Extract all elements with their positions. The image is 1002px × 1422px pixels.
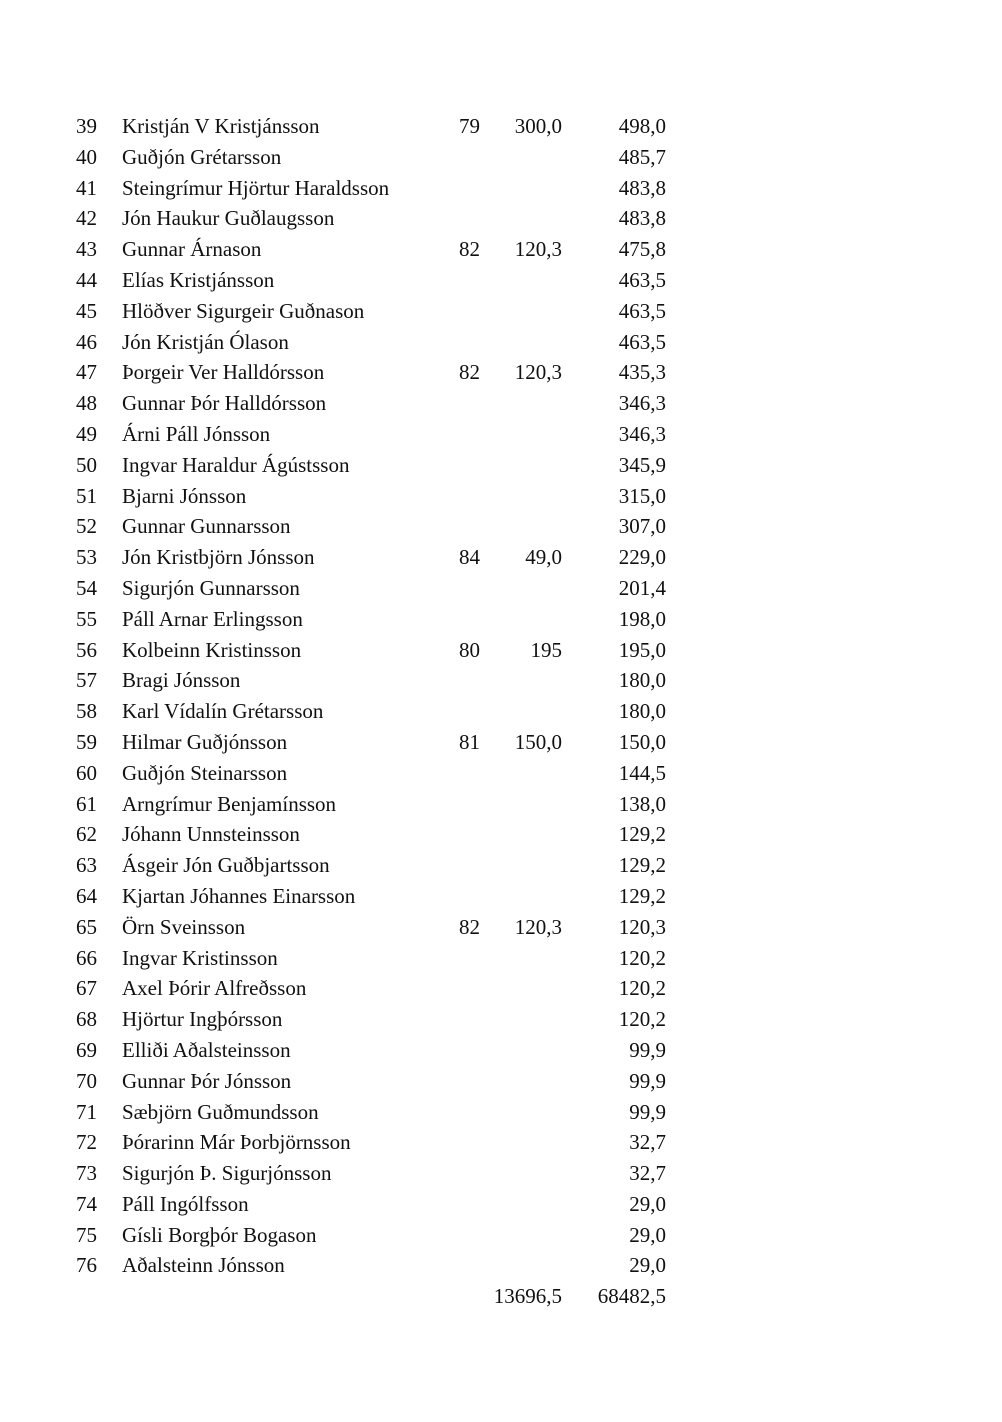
name-cell: Páll Ingólfsson (122, 1191, 249, 1216)
rank-cell: 48 (76, 391, 97, 416)
total-cell: 120,2 (618, 945, 666, 970)
total-cell: 32,7 (629, 1161, 666, 1186)
table-row (0, 973, 1002, 1004)
rank-cell: 70 (76, 1068, 97, 1093)
table-row (0, 111, 1002, 142)
rank-cell: 66 (76, 945, 97, 970)
total-cell: 29,0 (629, 1222, 666, 1247)
year-cell: 84 (459, 545, 480, 570)
table-row (0, 727, 1002, 758)
table-row (0, 819, 1002, 850)
name-cell: Ásgeir Jón Guðbjartsson (122, 853, 330, 878)
total-cell: 129,2 (618, 853, 666, 878)
total-cell: 435,3 (618, 360, 666, 385)
table-row (0, 450, 1002, 481)
total-cell: 463,5 (618, 329, 666, 354)
name-cell: Axel Þórir Alfreðsson (122, 976, 307, 1001)
total-cell: 463,5 (618, 267, 666, 292)
total-cell: 315,0 (618, 483, 666, 508)
rank-cell: 45 (76, 298, 97, 323)
name-cell: Jón Kristbjörn Jónsson (122, 545, 315, 570)
name-cell: Gísli Borgþór Bogason (122, 1222, 317, 1247)
total-cell: 498,0 (618, 114, 666, 138)
name-cell: Gunnar Gunnarsson (122, 514, 291, 539)
year-cell: 82 (459, 914, 480, 939)
table-row (0, 203, 1002, 234)
results-table (0, 111, 1002, 1312)
total-cell: 475,8 (618, 237, 666, 262)
rank-cell: 42 (76, 206, 97, 231)
table-row (0, 665, 1002, 696)
total-cell: 150,0 (618, 729, 666, 754)
name-cell: Hilmar Guðjónsson (122, 729, 288, 754)
year-cell: 82 (459, 360, 480, 385)
name-cell: Gunnar Þór Halldórsson (122, 391, 327, 416)
name-cell: Sigurjón Gunnarsson (122, 575, 300, 600)
rank-cell: 62 (76, 822, 97, 847)
rank-cell: 59 (76, 729, 97, 754)
name-cell: Aðalsteinn Jónsson (122, 1253, 285, 1278)
total-cell: 120,3 (618, 914, 666, 939)
total-cell: 307,0 (618, 514, 666, 539)
points-cell: 120,3 (514, 237, 562, 262)
rank-cell: 72 (76, 1130, 97, 1155)
name-cell: Gunnar Árnason (122, 237, 262, 262)
name-cell: Kristján V Kristjánsson (122, 114, 320, 138)
name-cell: Elías Kristjánsson (122, 267, 275, 292)
table-row (0, 881, 1002, 912)
name-cell: Jón Kristján Ólason (122, 329, 289, 354)
name-cell: Gunnar Þór Jónsson (122, 1068, 292, 1093)
rank-cell: 67 (76, 976, 97, 1001)
table-row (0, 542, 1002, 573)
rank-cell: 43 (76, 237, 97, 262)
points-cell: 49,0 (525, 545, 562, 570)
table-row (0, 604, 1002, 635)
table-row (0, 511, 1002, 542)
total-cell: 198,0 (618, 606, 666, 631)
table-row (0, 142, 1002, 173)
name-cell: Þórarinn Már Þorbjörnsson (122, 1130, 351, 1155)
total-cell: 138,0 (618, 791, 666, 816)
rank-cell: 50 (76, 452, 97, 477)
year-cell: 81 (459, 729, 480, 754)
table-row (0, 1189, 1002, 1220)
total-cell: 129,2 (618, 883, 666, 908)
name-cell: Bragi Jónsson (122, 668, 241, 693)
year-cell: 82 (459, 237, 480, 262)
total-cell: 99,9 (629, 1099, 666, 1124)
name-cell: Hlöðver Sigurgeir Guðnason (122, 298, 365, 323)
name-cell: Ingvar Haraldur Ágústsson (122, 452, 350, 477)
total-cell: 144,5 (618, 760, 666, 785)
table-row (0, 573, 1002, 604)
rank-cell: 51 (76, 483, 97, 508)
table-row (0, 1158, 1002, 1189)
name-cell: Jóhann Unnsteinsson (122, 822, 300, 847)
points-cell: 120,3 (514, 914, 562, 939)
name-cell: Hjörtur Ingþórsson (122, 1007, 283, 1032)
total-cell: 485,7 (618, 144, 666, 169)
table-row (0, 419, 1002, 450)
total-cell: 29,0 (629, 1253, 666, 1278)
rank-cell: 61 (76, 791, 97, 816)
points-sum: 13696,5 (493, 1284, 562, 1309)
rank-cell: 39 (76, 114, 97, 138)
total-cell: 32,7 (629, 1130, 666, 1155)
rank-cell: 60 (76, 760, 97, 785)
rank-cell: 55 (76, 606, 97, 631)
table-row (0, 758, 1002, 789)
total-cell: 346,3 (618, 391, 666, 416)
rank-cell: 44 (76, 267, 97, 292)
total-cell: 345,9 (618, 452, 666, 477)
rank-cell: 46 (76, 329, 97, 354)
name-cell: Guðjón Steinarsson (122, 760, 288, 785)
total-cell: 120,2 (618, 1007, 666, 1032)
table-row (0, 635, 1002, 666)
table-row (0, 388, 1002, 419)
table-row (0, 789, 1002, 820)
name-cell: Örn Sveinsson (122, 914, 246, 939)
table-row (0, 481, 1002, 512)
table-row (0, 1004, 1002, 1035)
totals-row (0, 1281, 1002, 1312)
table-row (0, 1066, 1002, 1097)
total-cell: 180,0 (618, 699, 666, 724)
total-sum: 68482,5 (597, 1284, 666, 1309)
rank-cell: 75 (76, 1222, 97, 1247)
points-cell: 195 (530, 637, 562, 662)
points-cell: 120,3 (514, 360, 562, 385)
name-cell: Þorgeir Ver Halldórsson (122, 360, 325, 385)
name-cell: Karl Vídalín Grétarsson (122, 699, 324, 724)
total-cell: 29,0 (629, 1191, 666, 1216)
name-cell: Steingrímur Hjörtur Haraldsson (122, 175, 390, 200)
total-cell: 99,9 (629, 1037, 666, 1062)
rank-cell: 40 (76, 144, 97, 169)
table-row (0, 1035, 1002, 1066)
rank-cell: 52 (76, 514, 97, 539)
rank-cell: 76 (76, 1253, 97, 1278)
rank-cell: 58 (76, 699, 97, 724)
total-cell: 229,0 (618, 545, 666, 570)
total-cell: 99,9 (629, 1068, 666, 1093)
table-row (0, 912, 1002, 943)
table-row (0, 1127, 1002, 1158)
table-row (0, 1220, 1002, 1251)
rank-cell: 71 (76, 1099, 97, 1124)
name-cell: Kolbeinn Kristinsson (122, 637, 302, 662)
total-cell: 346,3 (618, 421, 666, 446)
name-cell: Árni Páll Jónsson (122, 421, 271, 446)
name-cell: Jón Haukur Guðlaugsson (122, 206, 335, 231)
rank-cell: 63 (76, 853, 97, 878)
table-row (0, 234, 1002, 265)
total-cell: 195,0 (618, 637, 666, 662)
rank-cell: 47 (76, 360, 97, 385)
table-row (0, 943, 1002, 974)
rank-cell: 54 (76, 575, 97, 600)
name-cell: Bjarni Jónsson (122, 483, 247, 508)
name-cell: Ingvar Kristinsson (122, 945, 278, 970)
rank-cell: 56 (76, 637, 97, 662)
table-row (0, 173, 1002, 204)
total-cell: 483,8 (618, 206, 666, 231)
year-cell: 80 (459, 637, 480, 662)
points-cell: 300,0 (514, 114, 562, 138)
table-row (0, 327, 1002, 358)
total-cell: 120,2 (618, 976, 666, 1001)
total-cell: 483,8 (618, 175, 666, 200)
name-cell: Kjartan Jóhannes Einarsson (122, 883, 356, 908)
year-cell: 79 (459, 114, 480, 138)
table-row (0, 265, 1002, 296)
total-cell: 201,4 (618, 575, 666, 600)
rank-cell: 74 (76, 1191, 97, 1216)
table-row (0, 1097, 1002, 1128)
rank-cell: 65 (76, 914, 97, 939)
name-cell: Arngrímur Benjamínsson (122, 791, 337, 816)
table-row (0, 1250, 1002, 1281)
rank-cell: 57 (76, 668, 97, 693)
table-row (0, 296, 1002, 327)
rank-cell: 73 (76, 1161, 97, 1186)
rank-cell: 41 (76, 175, 97, 200)
name-cell: Sigurjón Þ. Sigurjónsson (122, 1161, 332, 1186)
name-cell: Sæbjörn Guðmundsson (122, 1099, 319, 1124)
name-cell: Páll Arnar Erlingsson (122, 606, 303, 631)
table-row (0, 357, 1002, 388)
points-cell: 150,0 (514, 729, 562, 754)
name-cell: Guðjón Grétarsson (122, 144, 282, 169)
name-cell: Elliði Aðalsteinsson (122, 1037, 291, 1062)
rank-cell: 64 (76, 883, 97, 908)
rank-cell: 49 (76, 421, 97, 446)
table-row (0, 850, 1002, 881)
rank-cell: 69 (76, 1037, 97, 1062)
rank-cell: 53 (76, 545, 97, 570)
table-row (0, 696, 1002, 727)
total-cell: 463,5 (618, 298, 666, 323)
total-cell: 180,0 (618, 668, 666, 693)
total-cell: 129,2 (618, 822, 666, 847)
rank-cell: 68 (76, 1007, 97, 1032)
